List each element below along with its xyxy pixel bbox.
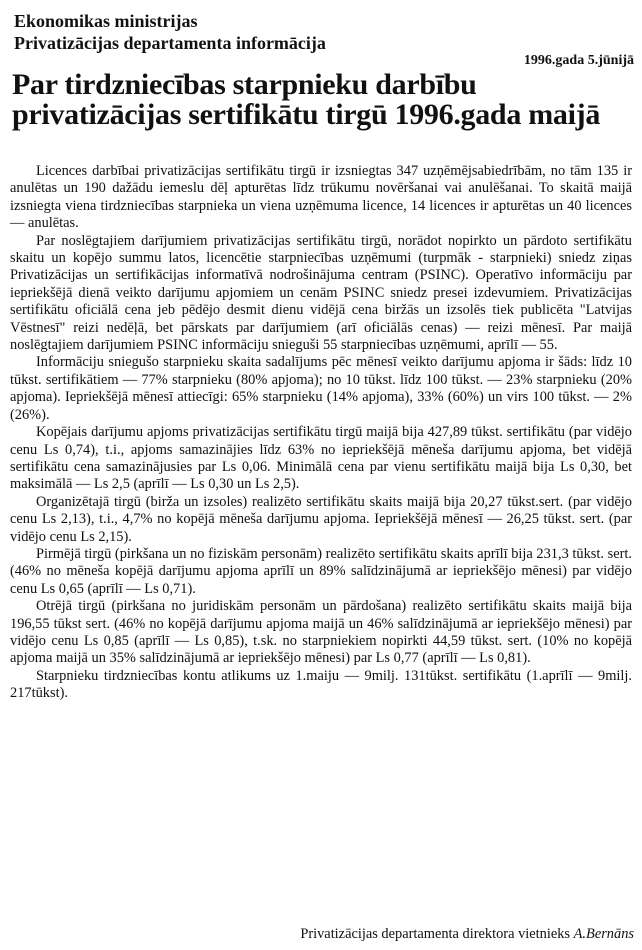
signature-role: Privatizācijas departamenta direktora vietnieks bbox=[300, 926, 571, 942]
paragraph-licences: Licences darbībai privatizācijas sertifikātu tirgū ir izsniegtas 347 uzņēmējsabiedrībām, no tām 135 ir anulētas un 190 dažādu iemeslu dēļ apturētas līdz trūkumu novēršanai vai anulēšanai. To skaitā maijā izsniegta viena tirdzniecības starpnieka un viena uzņēmuma licence, 14 licences ir apturētas un 40 licences — anulētas. bbox=[10, 163, 632, 232]
publication-date: 1996.gada 5.jūnijā bbox=[523, 53, 634, 68]
paragraph-reporting: Par noslēgtajiem darījumiem privatizācijas sertifikātu tirgū, norādot nopirkto un pārdoto sertifikātu skaitu un kopējo summu latos, licencētie starpniecības uzņēmumi (turpmāk - starpnieki) sniedz ziņas Privatizācijas un sertifikācijas informatīvā nodrošinājuma centram (PSINC). Operatīvo informāciju par iepriekšējā dienā veikto darījumu apjomiem un cenām PSINC sniedz presei izdevumiem. Privatizācijas sertifikātu oficiālā cena jeb pēdējo desmit dienu vidējā cena biržās un izsolēs tiek publicēta "Latvijas Vēstnesī" reizi nedēļā, bet pārskats par darījumiem (arī oficiālās cenas) — reizi mēnesī. Par maijā noslēgtajiem darījumiem PSINC informāciju snieguši 55 starpniecības uzņēmumi, aprīlī — 55. bbox=[10, 232, 632, 354]
paragraph-distribution: Informāciju sniegušo starpnieku skaita sadalījums pēc mēnesī veikto darījumu apjoma ir šāds: līdz 10 tūkst. sertifikātiem — 77% starpnieku (80% apjoma); no 10 tūkst. līdz 100 tūkst. — 23% starpnieku (20% apjoma). Iepriekšējā mēnesī attiecīgi: 65% starpnieku (14% apjoma), 33% (60%) un virs 100 tūkst. — 2% (26%). bbox=[10, 354, 632, 423]
paragraph-organized-market: Organizētajā tirgū (birža un izsoles) realizēto sertifikātu skaits maijā bija 20,27 tūkst.sert. (par vidējo cenu Ls 2,13), t.i., 4,7% no kopējā mēneša darījumu apjoma. Iepriekšējā mēnesī — 26,25 tūkst. sert. (par vidējo cenu Ls 2,15). bbox=[10, 493, 632, 545]
article-headline: Par tirdzniecības starpnieku darbību privatizācijas sertifikātu tirgū 1996.gada maijā bbox=[12, 68, 601, 131]
paragraph-total-volume: Kopējais darījumu apjoms privatizācijas sertifikātu tirgū maijā bija 427,89 tūkst. sertifikātu (par vidējo cenu Ls 0,74), t.i., apjoms samazinājies līdz 63% no iepriekšējā mēneša darījumu apjoma, bet vidējā sertifikātu cena samazinājusies par Ls 0,06. Minimālā cena par vienu sertifikātu maijā bija Ls 0,30, bet maksimālā — Ls 2,5 (aprīlī — Ls 0,30 un Ls 2,5). bbox=[10, 424, 632, 493]
article-body bbox=[10, 163, 632, 703]
ministry-name: Ekonomikas ministrijas bbox=[14, 11, 198, 31]
paragraph-primary-market: Pirmējā tirgū (pirkšana un no fiziskām personām) realizēto sertifikātu skaits aprīlī bija 231,3 tūkst. sert. (46% no mēneša kopējā darījumu apjoma aprīlī un 89% salīdzinājumā ar iepriekšējo mēnesi) par vidējo cenu Ls 0,65 (aprīlī — Ls 0,71). bbox=[10, 545, 632, 597]
paragraph-secondary-market: Otrējā tirgū (pirkšana no juridiskām personām un pārdošana) realizēto sertifikātu skaits maijā bija 196,55 tūkst sert. (46% no kopējā darījumu apjoma maijā un 46% salīdzinājumā ar iepriekšējo mēnesi) par vidējo cenu Ls 0,85 (aprīlī — Ls 0,85), t.sk. no starpniekiem nopirkti 44,59 tūkst. sert. (10% no kopējā apjoma maijā un 35% salīdzinājumā ar iepriekšējo mēnesi) par Ls 0,77 (aprīlī — Ls 0,81). bbox=[10, 598, 632, 667]
department-name: Privatizācijas departamenta informācija bbox=[14, 33, 326, 53]
signature-name: A.Bernāns bbox=[573, 926, 634, 942]
paragraph-account-balance: Starpnieku tirdzniecības kontu atlikums uz 1.maiju — 9milj. 131tūkst. sertifikātu (1.aprīlī — 9milj. 217tūkst). bbox=[10, 667, 632, 702]
signature bbox=[300, 926, 634, 943]
source-header bbox=[14, 10, 326, 54]
